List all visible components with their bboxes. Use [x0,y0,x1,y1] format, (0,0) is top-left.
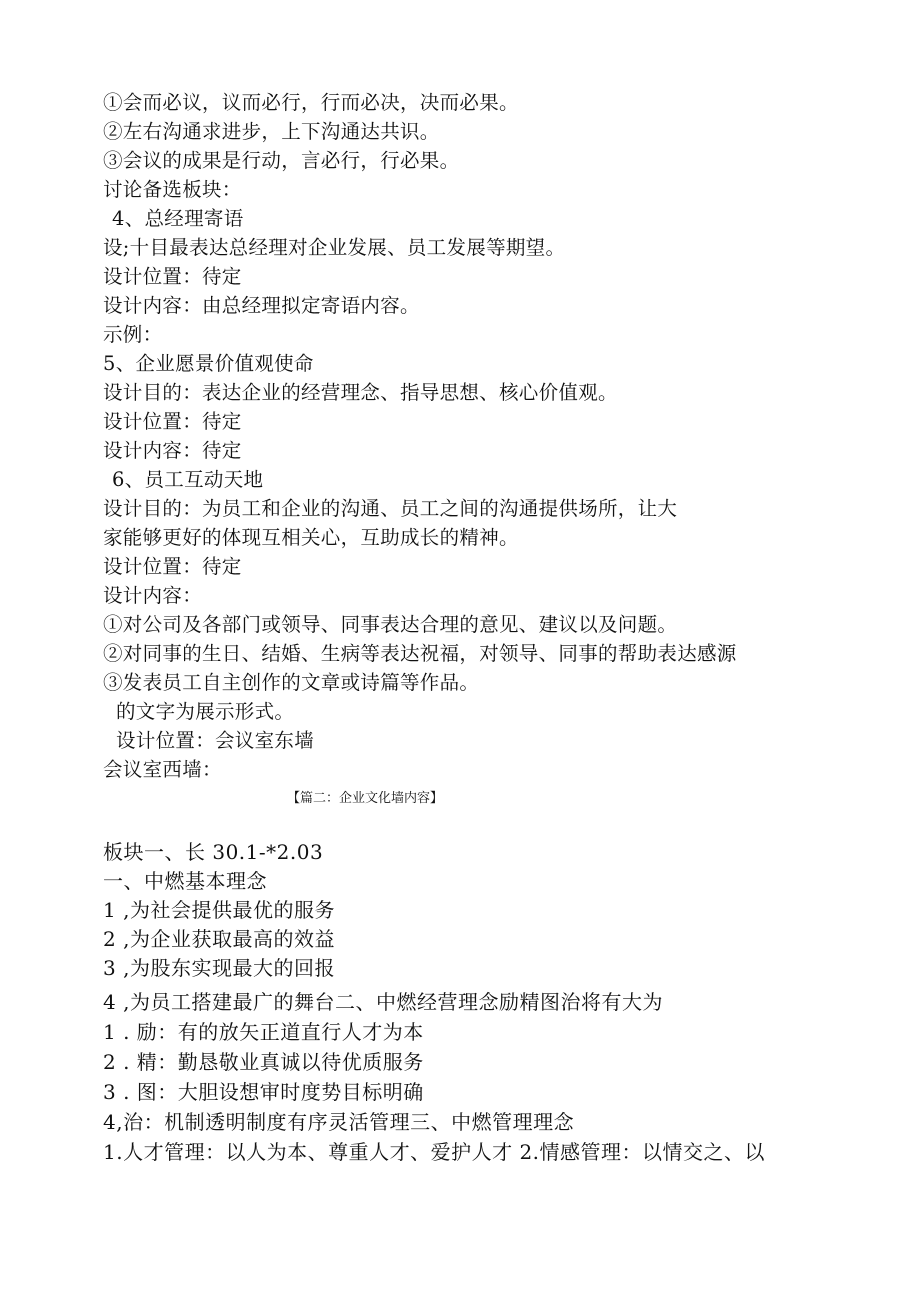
principle-line-2: ②左右沟通求进步，上下沟通达共识。 [103,120,440,143]
item-4-purpose: 设;十目最表达总经理对企业发展、员工发展等期望。 [103,236,566,259]
concept-line-3: 3 ,为股东实现最大的回报 [103,956,335,980]
principle-line-3: ③会议的成果是行动，言必行，行必果。 [103,149,460,172]
item-4-heading: 4、总经理寄语 [112,207,244,230]
item-6-content-1: ①对公司及各部门或领导、同事表达合理的意见、建议以及问题。 [103,613,678,636]
item-5-heading: 5、企业愿景价值观使命 [103,352,314,375]
item-5-purpose: 设计目的：表达企业的经营理念、指导思想、核心价值观。 [103,381,618,404]
concept-line-4: 4 ,为员工搭建最广的舞台二、中燃经营理念励精图治将有大为 [103,990,663,1014]
discussion-heading: 讨论备选板块： [103,178,242,201]
example-label: 示例： [103,323,163,346]
concept-line-2: 2 ,为企业获取最高的效益 [103,927,335,951]
concept-line-1: 1 ,为社会提供最优的服务 [103,898,335,922]
item-6-location: 设计位置：待定 [103,555,242,578]
business-line-4: 4,治：机制透明制度有序灵活管理三、中燃管理理念 [103,1110,575,1134]
item-6-purpose: 设计目的：为员工和企业的沟通、员工之间的沟通提供场所，让大 [103,497,678,520]
management-line-1: 1.人才管理：以人为本、尊重人才、爱护人才 2.情感管理：以情交之、以 [103,1140,766,1164]
item-4-location: 设计位置：待定 [103,265,242,288]
item-6-purpose-cont: 家能够更好的体现互相关心，互助成长的精神。 [103,526,519,549]
basic-concepts-heading: 一、中燃基本理念 [103,869,267,893]
business-line-1: 1 . 励：有的放矢正道直行人才为本 [103,1020,424,1044]
business-line-3: 3 . 图：大胆设想审时度势目标明确 [103,1080,424,1104]
item-6-content-label: 设计内容： [103,584,203,607]
business-line-2: 2 . 精：勤恳敬业真诚以待优质服务 [103,1050,424,1074]
block-one-title: 板块一、长 30.1-*2.03 [103,840,324,864]
item-5-content: 设计内容：待定 [103,439,242,462]
item-4-content: 设计内容：由总经理拟定寄语内容。 [103,294,420,317]
display-form-line: 的文字为展示形式。 [116,700,295,723]
item-6-content-2: ②对同事的生日、结婚、生病等表达祝福，对领导、同事的帮助表达感源 [103,642,737,665]
east-wall-location: 设计位置：会议室东墙 [116,729,315,752]
west-wall-label: 会议室西墙： [103,758,222,781]
item-6-content-3: ③发表员工自主创作的文章或诗篇等作品。 [103,671,480,694]
item-6-heading: 6、员工互动天地 [112,468,264,491]
principle-line-1: ①会而必议，议而必行，行而必决，决而必果。 [103,91,519,114]
item-5-location: 设计位置：待定 [103,410,242,433]
section-heading: 【篇二：企业文化墙内容】 [287,791,444,806]
